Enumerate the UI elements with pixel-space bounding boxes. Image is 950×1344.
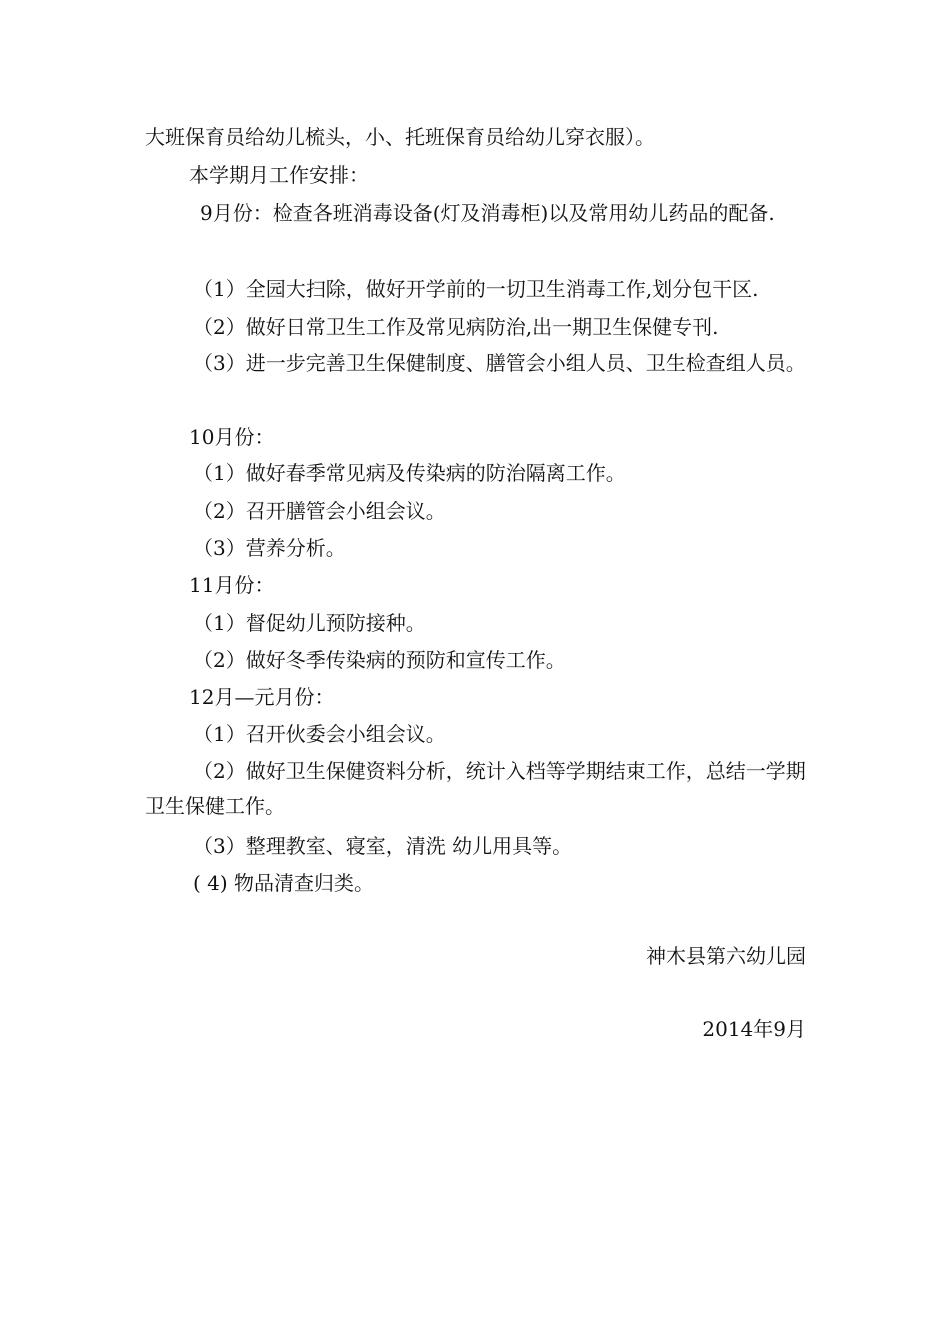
paragraph-dec-item-3: （3）整理教室、寝室，清洗 幼儿用具等。 <box>193 834 573 858</box>
paragraph-sep-item-3: （3）进一步完善卫生保健制度、膳管会小组人员、卫生检查组人员。 <box>193 351 806 375</box>
paragraph-december-january: 12月—元月份： <box>189 685 335 709</box>
paragraph-oct-item-3: （3）营养分析。 <box>193 536 346 560</box>
paragraph-dec-item-2: （2）做好卫生保健资料分析，统计入档等学期结束工作，总结一学期卫生保健工作。 <box>145 759 806 818</box>
paragraph-nov-item-1: （1）督促幼儿预防接种。 <box>193 611 426 635</box>
paragraph-november: 11月份： <box>189 573 275 597</box>
paragraph-october: 10月份： <box>189 425 275 449</box>
paragraph-sep-item-1: （1）全园大扫除，做好开学前的一切卫生消毒工作,划分包干区. <box>193 277 759 301</box>
paragraph-nov-item-2: （2）做好冬季传染病的预防和宣传工作。 <box>193 648 566 672</box>
paragraph-september: 9月份：检查各班消毒设备(灯及消毒柜)以及常用幼儿药品的配备. <box>200 201 775 225</box>
paragraph-dec-item-1: （1）召开伙委会小组会议。 <box>193 722 446 746</box>
signature-kindergarten: 神木县第六幼儿园 <box>646 944 806 968</box>
paragraph-oct-item-1: （1）做好春季常见病及传染病的防治隔离工作。 <box>193 461 626 485</box>
signature-date: 2014年9月 <box>702 1017 806 1041</box>
paragraph-oct-item-2: （2）召开膳管会小组会议。 <box>193 499 446 523</box>
paragraph-monthly-heading: 本学期月工作安排： <box>189 163 369 187</box>
paragraph-sep-item-2: （2）做好日常卫生工作及常见病防治,出一期卫生保健专刊. <box>193 315 719 339</box>
paragraph-dec-item-4: ( 4) 物品清查归类。 <box>193 871 375 895</box>
paragraph-intro-end: 大班保育员给幼儿梳头，小、托班保育员给幼儿穿衣服）。 <box>145 125 655 149</box>
